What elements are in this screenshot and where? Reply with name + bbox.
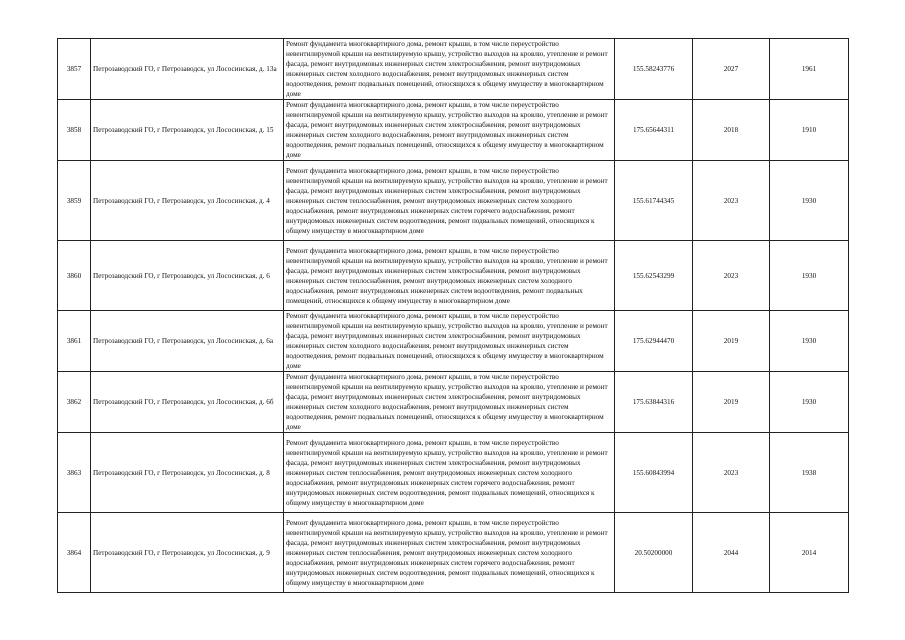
row-address: Петрозаводский ГО, г Петрозаводск, ул Лососинская, д. 6 (91, 241, 284, 311)
row-built-year: 1961 (770, 39, 849, 100)
row-planned-year: 2023 (693, 433, 770, 513)
row-works-text: Ремонт фундамента многоквартирного дома, ремонт крыши, в том числе переустройство невентилируемой крыши на вентилируемую крышу, устройство выходов на кровлю, утепление и ремонт фасада, ремонт внутридомовых инженерных систем электроснабжения, ремонт внутридомовых инженерных систем теплоснабжения, ремонт внутридомовых инженерных систем холодного водоснабжения, ремонт внутридомовых инженерных систем горячего водоснабжения, ремонт внутридомовых инженерных систем водоотведения, ремонт подвальных помещений, относящихся к общему имуществу в многоквартирном доме (286, 166, 608, 235)
row-built-year: 1930 (770, 241, 849, 311)
row-works-text: Ремонт фундамента многоквартирного дома, ремонт крыши, в том числе переустройство невентилируемой крыши на вентилируемую крышу, устройство выходов на кровлю, утепление и ремонт фасада, ремонт внутридомовых инженерных систем электроснабжения, ремонт внутридомовых инженерных систем теплоснабжения, ремонт внутридомовых инженерных систем холодного водоснабжения, ремонт внутридомовых инженерных систем горячего водоснабжения, ремонт внутридомовых инженерных систем водоотведения, ремонт подвальных помещений, относящихся к общему имуществу в многоквартирном доме (286, 518, 608, 587)
table-row (58, 39, 849, 100)
row-planned-year: 2023 (693, 161, 770, 241)
row-built-year: 1930 (770, 161, 849, 241)
row-planned-year: 2044 (693, 513, 770, 593)
row-cost: 155.61744345 (615, 161, 693, 241)
row-number: 3864 (58, 513, 91, 593)
row-address: Петрозаводский ГО, г Петрозаводск, ул Лососинская, д. 6а (91, 311, 284, 372)
row-planned-year: 2027 (693, 39, 770, 100)
row-number: 3857 (58, 39, 91, 100)
table-row (58, 372, 849, 433)
row-address: Петрозаводский ГО, г Петрозаводск, ул Лососинская, д. 15 (91, 100, 284, 161)
row-cost: 175.63844316 (615, 372, 693, 433)
row-address: Петрозаводский ГО, г Петрозаводск, ул Лососинская, д. 13а (91, 39, 284, 100)
table-row (58, 241, 849, 311)
row-works (284, 513, 615, 593)
row-number: 3861 (58, 311, 91, 372)
row-cost: 155.58243776 (615, 39, 693, 100)
row-works-text: Ремонт фундамента многоквартирного дома, ремонт крыши, в том числе переустройство невентилируемой крыши на вентилируемую крышу, устройство выходов на кровлю, утепление и ремонт фасада, ремонт внутридомовых инженерных систем электроснабжения, ремонт внутридомовых инженерных систем холодного водоснабжения, ремонт внутридомовых инженерных систем водоотведения, ремонт подвальных помещений, относящихся к общему имуществу в многоквартирном доме (286, 40, 608, 98)
table-row (58, 100, 849, 161)
row-built-year: 1938 (770, 433, 849, 513)
table-row (58, 161, 849, 241)
row-works (284, 161, 615, 241)
table-row (58, 433, 849, 513)
row-built-year: 1910 (770, 100, 849, 161)
row-works (284, 311, 615, 372)
row-number: 3860 (58, 241, 91, 311)
row-number: 3858 (58, 100, 91, 161)
row-works (284, 433, 615, 513)
table-row (58, 311, 849, 372)
table-body (58, 39, 849, 593)
row-planned-year: 2018 (693, 100, 770, 161)
row-address: Петрозаводский ГО, г Петрозаводск, ул Лососинская, д. 4 (91, 161, 284, 241)
row-works-text: Ремонт фундамента многоквартирного дома, ремонт крыши, в том числе переустройство невентилируемой крыши на вентилируемую крышу, устройство выходов на кровлю, утепление и ремонт фасада, ремонт внутридомовых инженерных систем электроснабжения, ремонт внутридомовых инженерных систем холодного водоснабжения, ремонт внутридомовых инженерных систем водоотведения, ремонт подвальных помещений, относящихся к общему имуществу в многоквартирном доме (286, 101, 608, 159)
row-works (284, 372, 615, 433)
row-planned-year: 2023 (693, 241, 770, 311)
row-cost: 20.50200000 (615, 513, 693, 593)
row-works-text: Ремонт фундамента многоквартирного дома, ремонт крыши, в том числе переустройство невентилируемой крыши на вентилируемую крышу, устройство выходов на кровлю, утепление и ремонт фасада, ремонт внутридомовых инженерных систем электроснабжения, ремонт внутридомовых инженерных систем теплоснабжения, ремонт внутридомовых инженерных систем холодного водоснабжения, ремонт внутридомовых инженерных систем горячего водоснабжения, ремонт внутридомовых инженерных систем водоотведения, ремонт подвальных помещений, относящихся к общему имуществу в многоквартирном доме (286, 438, 608, 507)
row-number: 3863 (58, 433, 91, 513)
row-works (284, 100, 615, 161)
repair-program-table (57, 38, 849, 593)
row-address: Петрозаводский ГО, г Петрозаводск, ул Лососинская, д. 6б (91, 372, 284, 433)
row-works-text: Ремонт фундамента многоквартирного дома, ремонт крыши, в том числе переустройство невентилируемой крыши на вентилируемую крышу, устройство выходов на кровлю, утепление и ремонт фасада, ремонт внутридомовых инженерных систем электроснабжения, ремонт внутридомовых инженерных систем холодного водоснабжения, ремонт внутридомовых инженерных систем водоотведения, ремонт подвальных помещений, относящихся к общему имуществу в многоквартирном доме (286, 373, 608, 431)
row-built-year: 2014 (770, 513, 849, 593)
table-row (58, 513, 849, 593)
row-works (284, 39, 615, 100)
row-number: 3862 (58, 372, 91, 433)
row-cost: 175.62944470 (615, 311, 693, 372)
row-cost: 155.60843994 (615, 433, 693, 513)
row-number: 3859 (58, 161, 91, 241)
row-works-text: Ремонт фундамента многоквартирного дома, ремонт крыши, в том числе переустройство невентилируемой крыши на вентилируемую крышу, устройство выходов на кровлю, утепление и ремонт фасада, ремонт внутридомовых инженерных систем электроснабжения, ремонт внутридомовых инженерных систем холодного водоснабжения, ремонт внутридомовых инженерных систем водоотведения, ремонт подвальных помещений, относящихся к общему имуществу в многоквартирном доме (286, 312, 608, 370)
row-address: Петрозаводский ГО, г Петрозаводск, ул Лососинская, д. 9 (91, 513, 284, 593)
row-works (284, 241, 615, 311)
row-planned-year: 2019 (693, 372, 770, 433)
row-cost: 175.65644311 (615, 100, 693, 161)
row-cost: 155.62543299 (615, 241, 693, 311)
row-planned-year: 2019 (693, 311, 770, 372)
row-address: Петрозаводский ГО, г Петрозаводск, ул Лососинская, д. 8 (91, 433, 284, 513)
row-built-year: 1930 (770, 372, 849, 433)
row-works-text: Ремонт фундамента многоквартирного дома, ремонт крыши, в том числе переустройство невентилируемой крыши на вентилируемую крышу, устройство выходов на кровлю, утепление и ремонт фасада, ремонт внутридомовых инженерных систем электроснабжения, ремонт внутридомовых инженерных систем теплоснабжения, ремонт внутридомовых инженерных систем холодного водоснабжения, ремонт внутридомовых инженерных систем водоотведения, ремонт подвальных помещений, относящихся к общему имуществу в многоквартирном доме (286, 246, 608, 305)
row-built-year: 1930 (770, 311, 849, 372)
